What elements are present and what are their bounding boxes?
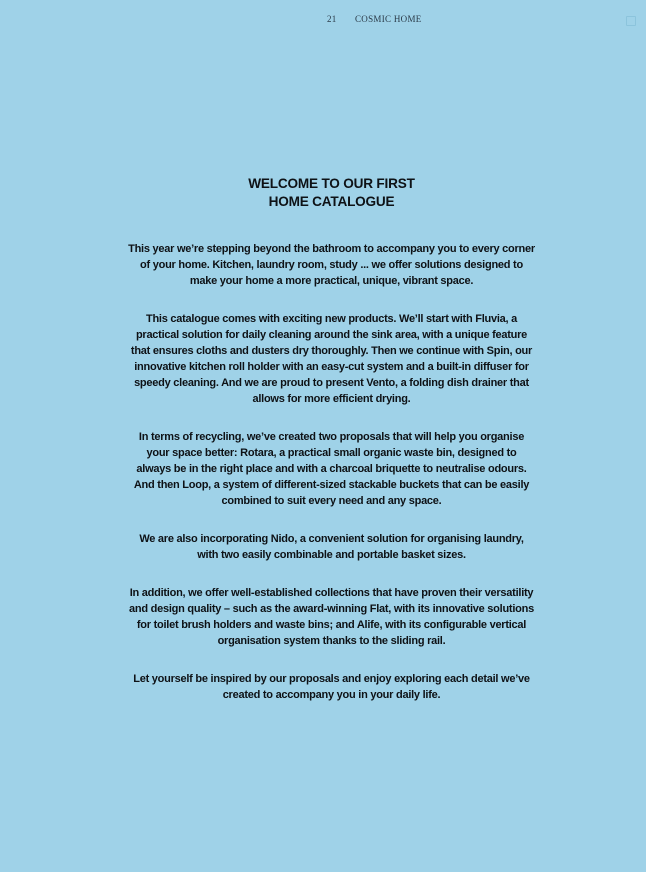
article-body <box>128 175 535 725</box>
laundry-paragraph: We are also incorporating Nido, a convenient solution for organising laundry, with two easily combinable and portable basket sizes. <box>139 533 524 561</box>
intro-paragraph: This year we’re stepping beyond the bathroom to accompany you to every corner of your home. Kitchen, laundry room, study ... we offer solutions designed to make your home a more practical, unique, vibrant space. <box>128 243 535 287</box>
collections-paragraph: In addition, we offer well-established collections that have proven their versatility and design quality – such as the award-winning Flat, with its innovative solutions for toilet brush holders and waste bins; and Alife, with its configurable vertical organisation system thanks to the sliding rail. <box>129 587 534 647</box>
new-products-paragraph: This catalogue comes with exciting new products. We’ll start with Fluvia, a practical solution for daily cleaning around the sink area, with a unique feature that ensures cloths and dusters dry thoroughly. Then we continue with Spin, our innovative kitchen roll holder with an easy-cut system and a built-in diffuser for speedy cleaning. And we are proud to present Vento, a folding dish drainer that allows for more efficient drying. <box>130 313 533 405</box>
closing-paragraph: Let yourself be inspired by our proposals and enjoy exploring each detail we’ve created to accompany you in your daily life. <box>133 673 530 701</box>
page-number: 21 <box>327 14 337 24</box>
title-line-1: WELCOME TO OUR FIRST <box>248 176 415 191</box>
recycling-paragraph: In terms of recycling, we’ve created two proposals that will help you organise your space better: Rotara, a practical small organic waste bin, designed to always be in the right place and with a charcoal briquette to neutralise odours. And then Loop, a system of different-sized stackable buckets that can be easily combined to suit every need and any space. <box>133 431 530 507</box>
title-line-2: HOME CATALOGUE <box>268 194 395 209</box>
brand-name: COSMIC HOME <box>355 14 422 24</box>
page-title <box>128 175 535 211</box>
page-header <box>0 14 646 28</box>
corner-mark-icon <box>626 16 636 26</box>
